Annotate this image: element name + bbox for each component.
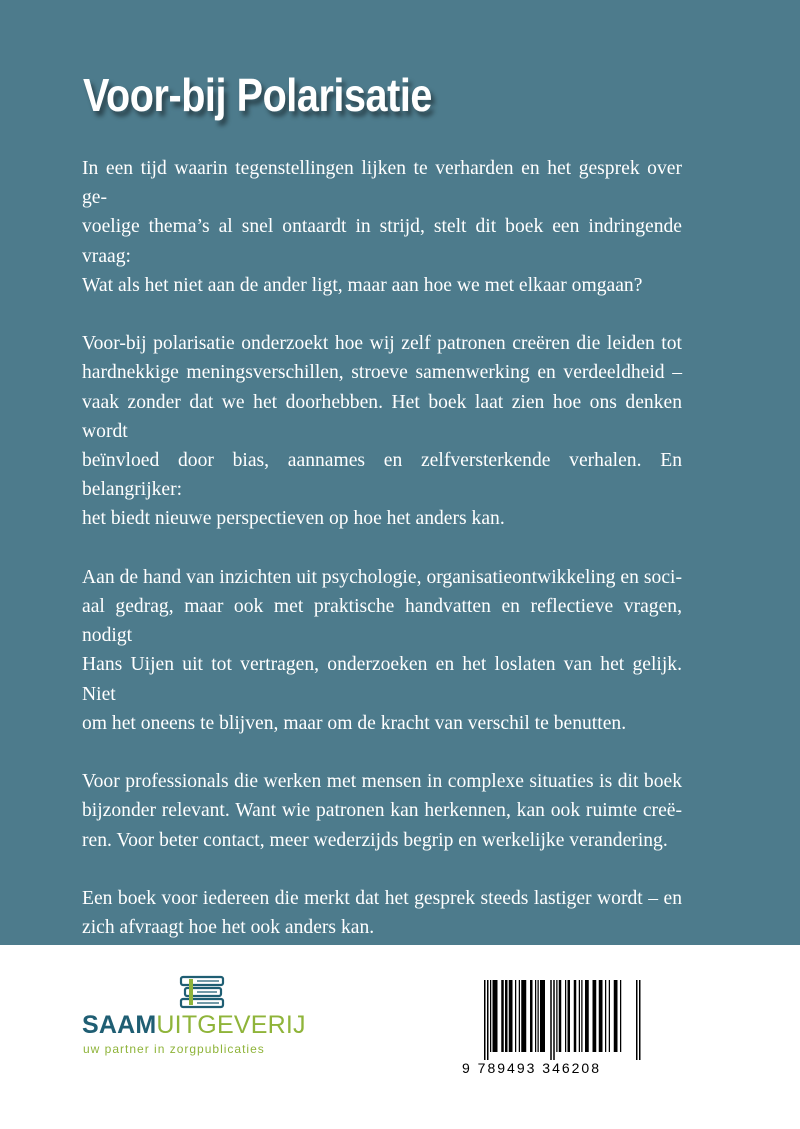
text-line: Voor-bij polarisatie onderzoekt hoe wij zelf patronen creëren die leiden tot — [82, 333, 682, 355]
barcode-bar — [515, 980, 516, 1052]
barcode-bar — [553, 980, 555, 1060]
barcode-bar — [614, 980, 618, 1052]
barcode-bar — [620, 980, 621, 1052]
barcode-bar — [581, 980, 582, 1052]
barcode-bar — [530, 980, 533, 1052]
barcode-bar — [540, 980, 545, 1052]
text-line: het biedt nieuwe perspectieven op hoe het anders kan. — [82, 508, 505, 530]
book-title: Voor-bij Polarisatie — [83, 69, 432, 121]
publisher-tagline: uw partner in zorgpublicaties — [83, 1042, 265, 1056]
paragraph — [82, 154, 682, 300]
text-line: Voor professionals die werken met mensen in complexe situaties is dit boek — [82, 771, 682, 793]
barcode-bar — [559, 980, 562, 1052]
barcode-bar — [505, 980, 508, 1052]
barcode-bar — [609, 980, 610, 1052]
barcode-bar — [585, 980, 589, 1052]
barcode-bar — [550, 980, 552, 1060]
text-line: vaak zonder dat we het doorhebben. Het boek laat zien hoe ons denken wordt — [82, 391, 682, 442]
text-line: hardnekkige meningsverschillen, stroeve samenwerking en verdeeldheid – — [82, 362, 682, 384]
barcode-bar — [487, 980, 489, 1060]
barcode-bar — [556, 980, 557, 1052]
barcode-bar — [579, 980, 580, 1052]
isbn-number: 9 789493 346208 — [462, 1060, 601, 1076]
paragraph — [82, 329, 682, 533]
text-line: om het oneens te blijven, maar om de kracht van verschil te benutten. — [82, 712, 627, 734]
paragraph — [82, 767, 682, 855]
text-line: Hans Uijen uit tot vertragen, onderzoeken en het loslaten van het gelijk. Niet — [82, 654, 682, 705]
book-stack-icon — [179, 975, 225, 1011]
paragraph — [82, 884, 682, 942]
publisher-name-part2: UITGEVERIJ — [156, 1011, 306, 1039]
barcode-bar — [484, 980, 486, 1060]
barcode-bar — [639, 980, 641, 1060]
publisher-logo — [82, 975, 342, 1065]
barcode-bar — [605, 980, 606, 1052]
barcode-bar — [574, 980, 577, 1052]
text-line: ren. Voor beter contact, meer wederzijds begrip en werkelijke verandering. — [82, 829, 668, 851]
publisher-name — [82, 1013, 306, 1038]
text-line: Een boek voor iedereen die merkt dat het gesprek steeds lastiger wordt – en — [82, 888, 682, 910]
text-line: Wat als het niet aan de ander ligt, maar aan hoe we met elkaar omgaan? — [82, 274, 643, 296]
text-line: aal gedrag, maar ook met praktische handvatten en reflectieve vragen, nodigt — [82, 596, 682, 647]
barcode-bar — [565, 980, 566, 1052]
text-line: beïnvloed door bias, aannames en zelfversterkende verhalen. En belangrijker: — [82, 450, 682, 501]
barcode-bar — [538, 980, 539, 1052]
barcode-bar — [493, 980, 498, 1052]
barcode-bar — [568, 980, 571, 1052]
barcode-bar — [535, 980, 536, 1052]
barcode-icon — [462, 980, 662, 1060]
barcode-bar — [599, 980, 603, 1052]
paragraph — [82, 563, 682, 738]
barcode-bar — [521, 980, 526, 1052]
text-line: zich afvraagt hoe het ook anders kan. — [82, 917, 375, 939]
barcode-bar — [501, 980, 504, 1052]
barcode-bar — [490, 980, 491, 1052]
barcode-bar — [593, 980, 597, 1052]
barcode-bar — [636, 980, 638, 1060]
text-line: Aan de hand van inzichten uit psychologie, organisatieontwikkeling en soci- — [82, 566, 682, 588]
blurb-text — [82, 154, 682, 945]
publisher-name-part1: SAAM — [82, 1011, 157, 1039]
barcode-bar — [509, 980, 513, 1052]
publisher-strip — [0, 945, 800, 1129]
barcode-bar — [519, 980, 520, 1052]
text-line: bijzonder relevant. Want wie patronen kan herkennen, kan ook ruimte creë- — [82, 800, 682, 822]
text-line: voelige thema’s al snel ontaardt in strijd, stelt dit boek een indringende vraag: — [82, 216, 682, 267]
text-line: In een tijd waarin tegenstellingen lijken te verharden en het gesprek over ge- — [82, 158, 682, 209]
